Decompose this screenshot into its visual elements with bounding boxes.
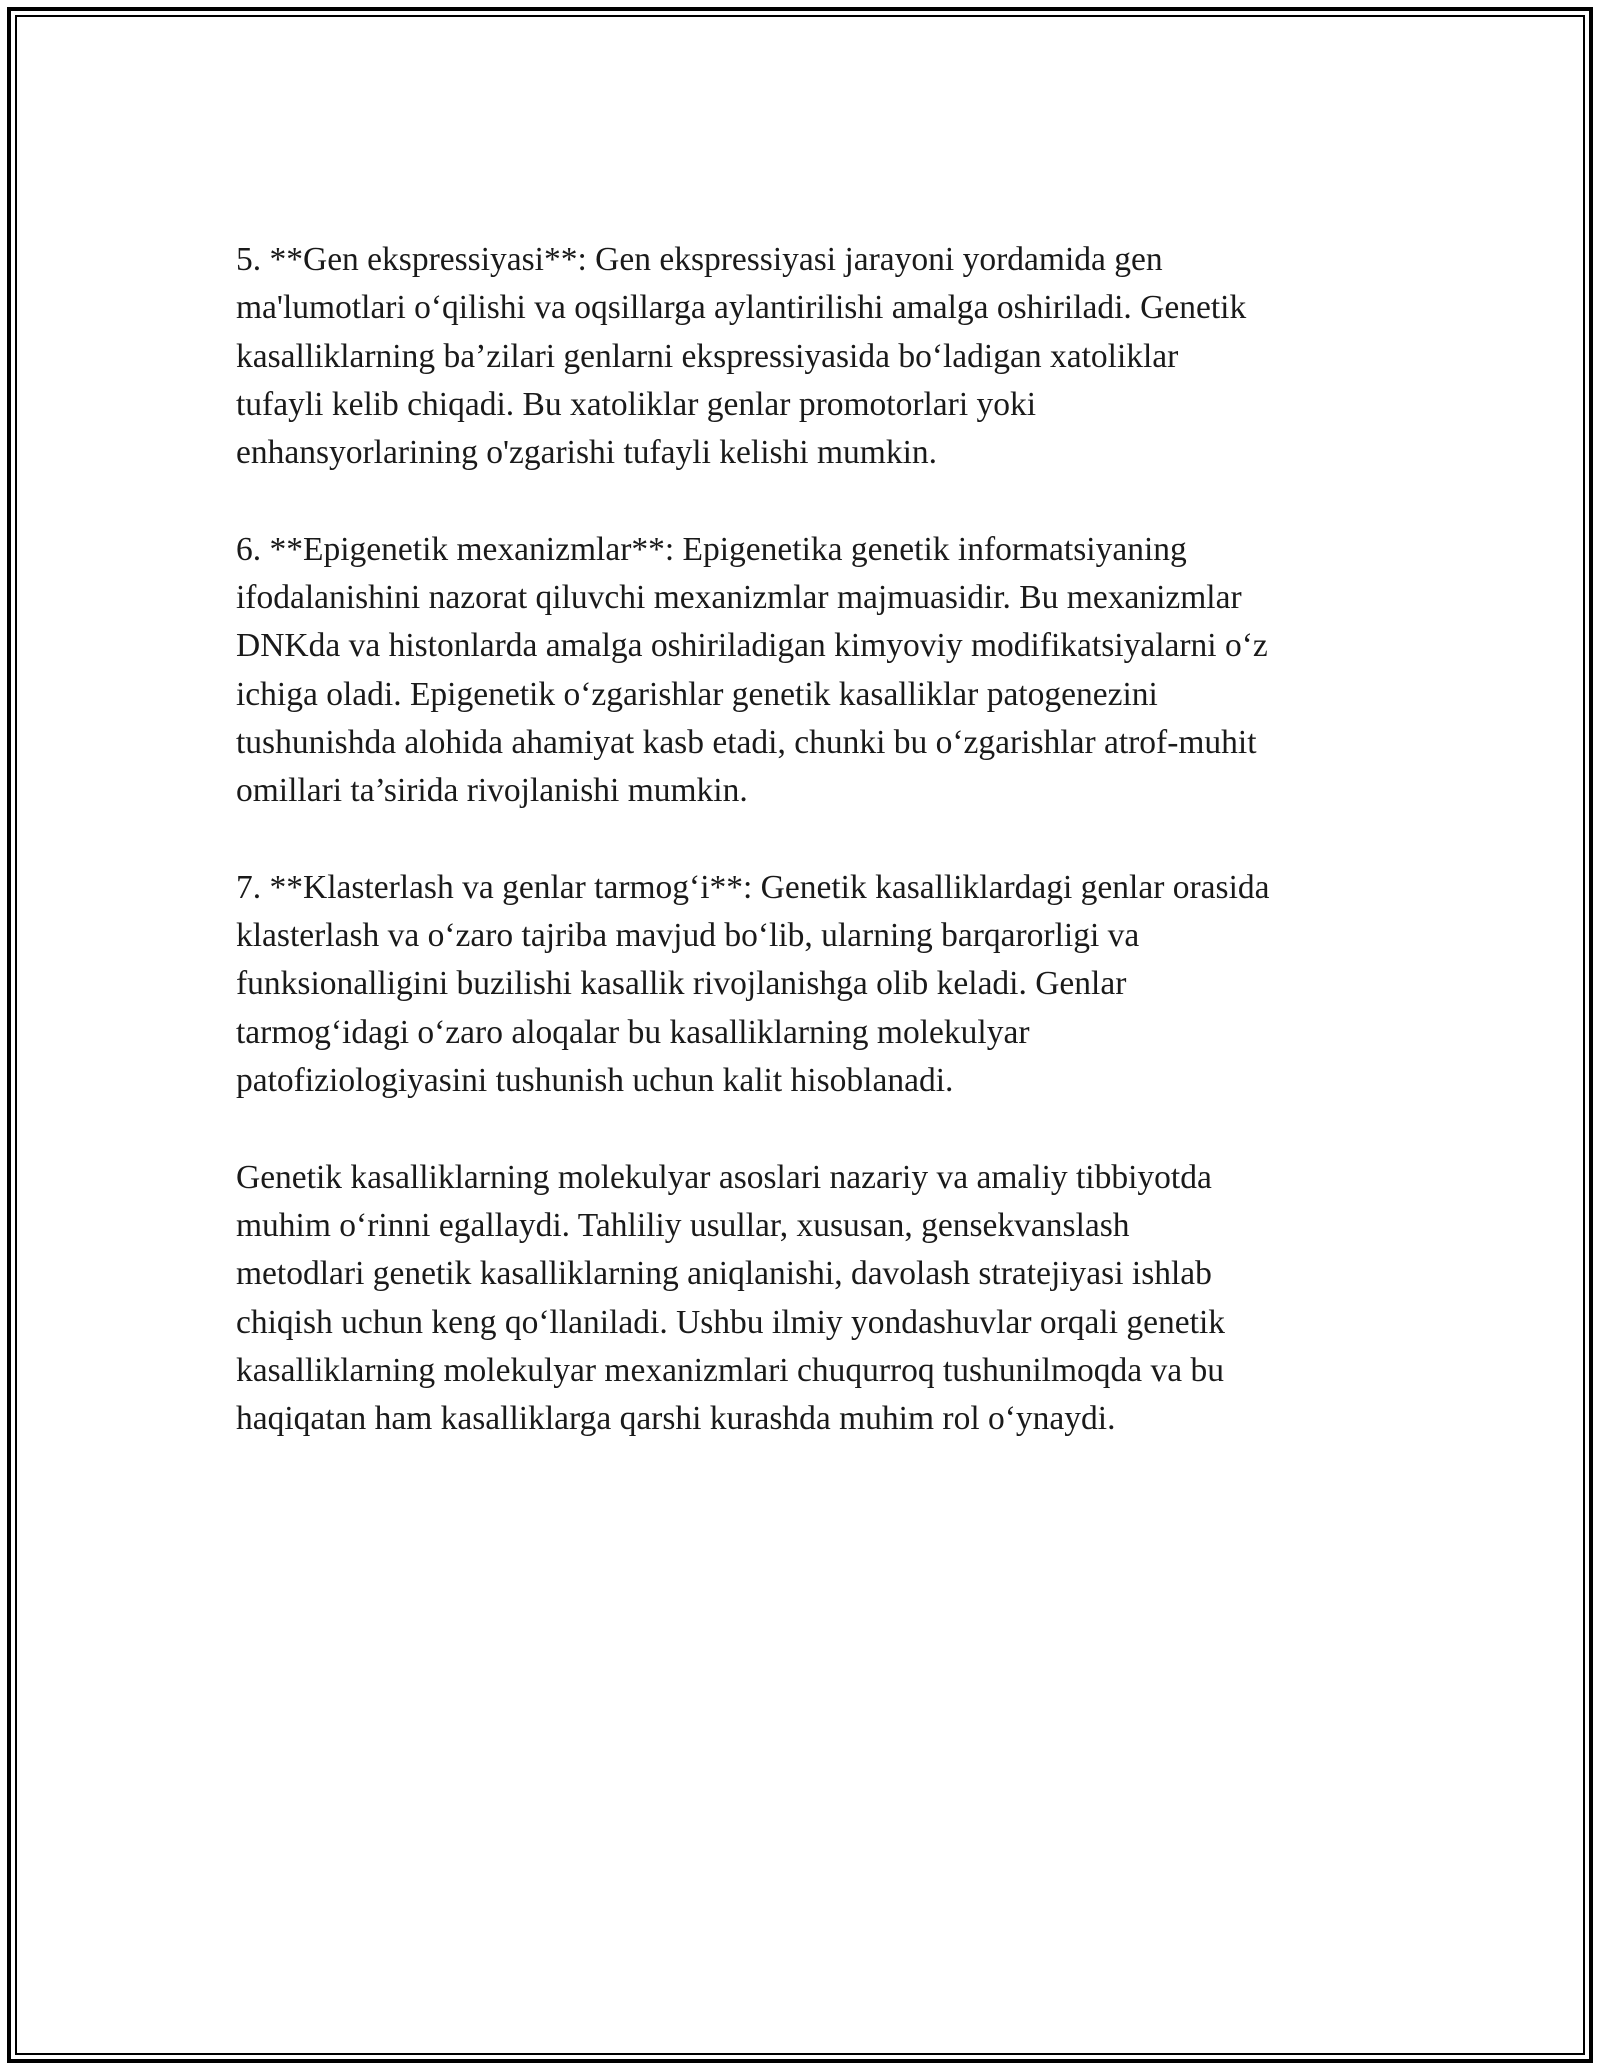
text-line: Genetik kasalliklarning molekulyar asoslari nazariy va amaliy tibbiyotda (236, 1158, 1212, 1196)
text-line: ma'lumotlari oʻqilishi va oqsillarga aylantirilishi amalga oshiriladi. Genetik (236, 289, 1247, 327)
paragraph-conclusion (236, 1154, 1386, 1444)
text-line: DNKda va histonlarda amalga oshiriladigan kimyoviy modifikatsiyalarni oʻz (236, 627, 1268, 665)
text-line: muhim oʻrinni egallaydi. Tahliliy usullar, xususan, gensekvanslash (236, 1206, 1130, 1244)
document-body (236, 236, 1386, 1492)
text-line: 6. **Epigenetik mexanizmlar**: Epigenetika genetik informatsiyaning (236, 530, 1187, 568)
text-line: ichiga oladi. Epigenetik oʻzgarishlar genetik kasalliklar patogenezini (236, 675, 1158, 713)
paragraph-gene-expression (236, 236, 1386, 477)
text-line: tushunishda alohida ahamiyat kasb etadi, chunki bu oʻzgarishlar atrof-muhit (236, 723, 1257, 761)
text-line: kasalliklarning molekulyar mexanizmlari chuqurroq tushunilmoqda va bu (236, 1351, 1225, 1389)
text-line: metodlari genetik kasalliklarning aniqlanishi, davolash stratejiyasi ishlab (236, 1255, 1212, 1293)
text-line: 5. **Gen ekspressiyasi**: Gen ekspressiyasi jarayoni yordamida gen (236, 241, 1163, 278)
text-line: kasalliklarning ba’zilari genlarni ekspressiyasida boʻladigan xatoliklar (236, 337, 1179, 375)
text-line: haqiqatan ham kasalliklarga qarshi kurashda muhim rol oʻynaydi. (236, 1400, 1116, 1438)
text-line: funksionalligini buzilishi kasallik rivojlanishga olib keladi. Genlar (236, 965, 1127, 1003)
text-line: klasterlash va oʻzaro tajriba mavjud boʻlib, ularning barqarorligi va (236, 917, 1140, 955)
text-line: chiqish uchun keng qoʻllaniladi. Ushbu ilmiy yondashuvlar orqali genetik (236, 1303, 1226, 1341)
text-line: enhansyorlarining o'zgarishi tufayli kelishi mumkin. (236, 434, 938, 472)
text-line: ifodalanishini nazorat qiluvchi mexanizmlar majmuasidir. Bu mexanizmlar (236, 579, 1242, 617)
paragraph-gene-clustering (236, 864, 1386, 1105)
text-line: tufayli kelib chiqadi. Bu xatoliklar genlar promotorlari yoki (236, 385, 1037, 423)
text-line: omillari ta’sirida rivojlanishi mumkin. (236, 772, 748, 810)
text-line: tarmogʻidagi oʻzaro aloqalar bu kasalliklarning molekulyar (236, 1013, 1030, 1051)
text-line: 7. **Klasterlash va genlar tarmogʻi**: Genetik kasalliklardagi genlar orasida (236, 868, 1270, 906)
paragraph-epigenetic-mechanisms (236, 526, 1386, 816)
text-line: patofiziologiyasini tushunish uchun kalit hisoblanadi. (236, 1062, 954, 1100)
